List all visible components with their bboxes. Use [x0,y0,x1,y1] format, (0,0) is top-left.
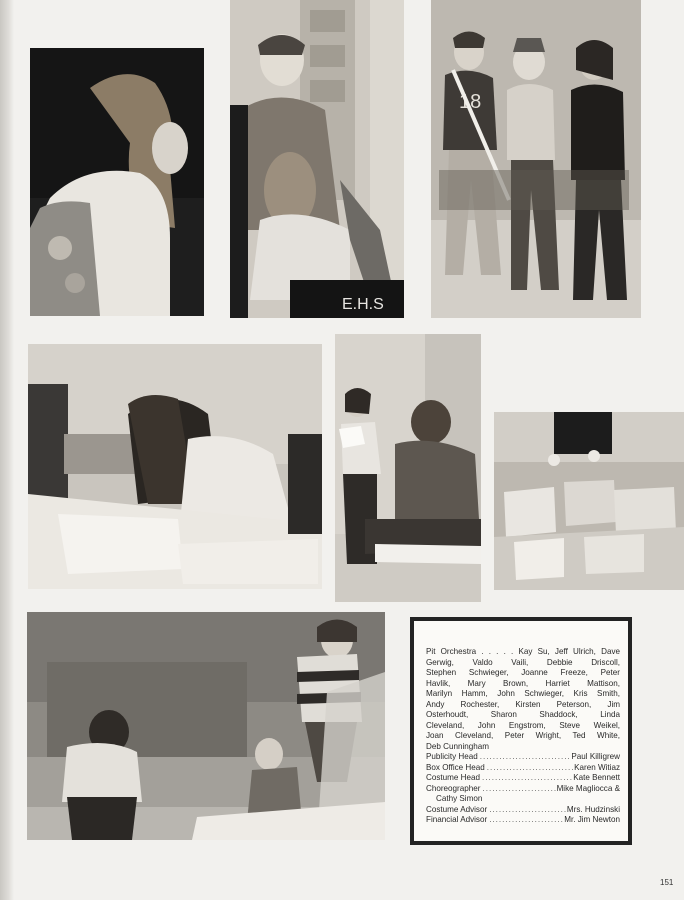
credit-row [426,805,620,816]
credit-names: Mr. Jim Newton [564,815,620,824]
credit-names: Paul Killigrew [571,752,620,761]
pit-orchestra-line: Stephen Schwieger, Joanne Freeze, Peter [426,668,620,677]
photo-students-gym-stage [27,612,385,840]
svg-text:18: 18 [459,91,482,113]
credit-role: Costume Head [426,773,480,782]
pit-orchestra-line: Deb Cunningham [426,741,489,751]
credit-role: Choreographer [426,783,481,793]
pit-orchestra-line: Kay Su, Jeff Ulrich, Dave [518,647,620,656]
pit-orchestra-line: Gerwig, Valdo Vaili, Debbie Driscoll, [426,657,620,667]
leader-dots [487,805,567,816]
leader-dots [480,784,556,795]
photo-auditorium-seats [494,412,684,590]
credit-row [426,815,620,826]
credit-role: Costume Advisor [426,804,488,814]
choreographer-continued: Cathy Simon [436,794,483,803]
photo-students-pole [431,0,641,318]
binding-gutter [0,0,14,900]
credit-row [426,752,620,763]
stamp-text: E.H.S [342,296,384,313]
leader-dots [480,773,573,784]
photo-boys-classroom [230,0,404,318]
photo-girl-profile-dark [30,48,204,316]
credit-names: Kate Bennett [573,773,620,782]
credit-row [426,763,620,774]
leader-dots [478,752,572,763]
photo-students-reading-script [335,334,481,602]
photo-girl-writing [28,344,322,589]
pit-orchestra-line: Marilyn Hamm, John Schwieger, Kris Smith, [426,689,620,698]
pit-orchestra-line: Andy Rochester, Kirsten Peterson, Jim [426,699,620,709]
credit-role: Financial Advisor [426,815,488,824]
credit-names: Karen Witiaz [574,762,620,772]
credit-names: Mike Magliocca & [556,783,620,793]
leader-dots [487,815,564,826]
pit-orchestra-line: Osterhoudt, Sharon Shaddock, Linda [426,710,620,719]
page-number: 151 [660,878,674,887]
pit-orchestra-line: Joan Cleveland, Peter Wright, Ted White, [426,731,620,740]
credit-names: Mrs. Hudzinski [566,804,620,814]
pit-orchestra-line: Cleveland, John Engstrom, Steve Weikel, [426,720,620,730]
pit-orchestra-line: Havlik, Mary Brown, Harriet Mattison, [426,678,620,688]
pit-orchestra-role: Pit Orchestra . . . . . [426,647,514,656]
credits-box [410,617,632,845]
leader-dots [485,763,574,774]
credit-row [426,773,620,784]
credit-role: Box Office Head [426,762,485,772]
credit-role: Publicity Head [426,752,478,761]
pit-orchestra-credit [426,647,620,752]
credit-row [426,784,620,795]
